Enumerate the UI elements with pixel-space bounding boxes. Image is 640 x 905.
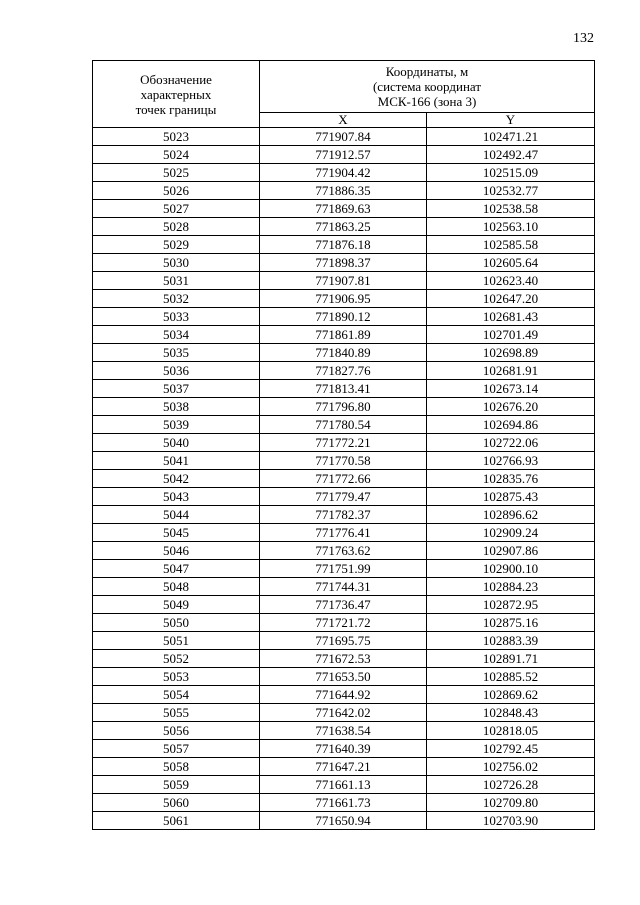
x-coordinate-cell: 771861.89 bbox=[260, 326, 427, 344]
y-coordinate-cell: 102875.16 bbox=[427, 614, 595, 632]
point-cell: 5054 bbox=[93, 686, 260, 704]
x-coordinate-cell: 771779.47 bbox=[260, 488, 427, 506]
table-row bbox=[93, 776, 595, 794]
x-coordinate-cell: 771772.21 bbox=[260, 434, 427, 452]
y-coordinate-cell: 102694.86 bbox=[427, 416, 595, 434]
x-coordinate-cell: 771642.02 bbox=[260, 704, 427, 722]
header-coordinates-line: Координаты, м bbox=[385, 64, 469, 79]
x-coordinate-cell: 771695.75 bbox=[260, 632, 427, 650]
table-row bbox=[93, 254, 595, 272]
x-coordinate-cell: 771907.81 bbox=[260, 272, 427, 290]
y-coordinate-cell: 102585.58 bbox=[427, 236, 595, 254]
y-coordinate-cell: 102848.43 bbox=[427, 704, 595, 722]
point-cell: 5035 bbox=[93, 344, 260, 362]
header-point-line: характерных bbox=[140, 86, 212, 102]
x-coordinate-cell: 771863.25 bbox=[260, 218, 427, 236]
point-cell: 5055 bbox=[93, 704, 260, 722]
y-coordinate-cell: 102792.45 bbox=[427, 740, 595, 758]
point-cell: 5059 bbox=[93, 776, 260, 794]
point-cell: 5043 bbox=[93, 488, 260, 506]
y-coordinate-cell: 102726.28 bbox=[427, 776, 595, 794]
table-row bbox=[93, 236, 595, 254]
table-row bbox=[93, 452, 595, 470]
y-coordinate-cell: 102907.86 bbox=[427, 542, 595, 560]
y-coordinate-cell: 102701.49 bbox=[427, 326, 595, 344]
table-row bbox=[93, 488, 595, 506]
x-coordinate-cell: 771813.41 bbox=[260, 380, 427, 398]
table-row bbox=[93, 470, 595, 488]
x-coordinate-cell: 771638.54 bbox=[260, 722, 427, 740]
table-row bbox=[93, 182, 595, 200]
point-cell: 5032 bbox=[93, 290, 260, 308]
x-coordinate-cell: 771721.72 bbox=[260, 614, 427, 632]
boundary-points-table bbox=[92, 60, 595, 830]
table-header bbox=[93, 61, 595, 128]
x-coordinate-cell: 771890.12 bbox=[260, 308, 427, 326]
table-row bbox=[93, 164, 595, 182]
x-coordinate-cell: 771640.39 bbox=[260, 740, 427, 758]
table-row bbox=[93, 380, 595, 398]
x-coordinate-cell: 771744.31 bbox=[260, 578, 427, 596]
y-coordinate-cell: 102492.47 bbox=[427, 146, 595, 164]
x-coordinate-cell: 771751.99 bbox=[260, 560, 427, 578]
page-number: 132 bbox=[573, 31, 594, 46]
y-coordinate-cell: 102703.90 bbox=[427, 812, 595, 830]
x-coordinate-cell: 771876.18 bbox=[260, 236, 427, 254]
x-coordinate-cell: 771827.76 bbox=[260, 362, 427, 380]
y-coordinate-cell: 102909.24 bbox=[427, 524, 595, 542]
table-row bbox=[93, 542, 595, 560]
table-row bbox=[93, 596, 595, 614]
x-coordinate-cell: 771898.37 bbox=[260, 254, 427, 272]
header-coordinates bbox=[260, 61, 595, 113]
point-cell: 5023 bbox=[93, 128, 260, 146]
point-cell: 5038 bbox=[93, 398, 260, 416]
point-cell: 5060 bbox=[93, 794, 260, 812]
header-y: Y bbox=[427, 113, 595, 128]
x-coordinate-cell: 771647.21 bbox=[260, 758, 427, 776]
x-coordinate-cell: 771772.66 bbox=[260, 470, 427, 488]
table-row bbox=[93, 434, 595, 452]
y-coordinate-cell: 102681.91 bbox=[427, 362, 595, 380]
point-cell: 5052 bbox=[93, 650, 260, 668]
y-coordinate-cell: 102647.20 bbox=[427, 290, 595, 308]
header-coordinates-line: МСК-166 (зона 3) bbox=[377, 94, 477, 109]
table-body bbox=[93, 128, 595, 830]
point-cell: 5024 bbox=[93, 146, 260, 164]
y-coordinate-cell: 102756.02 bbox=[427, 758, 595, 776]
point-cell: 5036 bbox=[93, 362, 260, 380]
x-coordinate-cell: 771736.47 bbox=[260, 596, 427, 614]
table-row bbox=[93, 146, 595, 164]
header-point-line: точек границы bbox=[135, 101, 217, 117]
y-coordinate-cell: 102835.76 bbox=[427, 470, 595, 488]
table-row bbox=[93, 506, 595, 524]
y-coordinate-cell: 102532.77 bbox=[427, 182, 595, 200]
header-coordinates-line: (система координат bbox=[372, 79, 482, 94]
y-coordinate-cell: 102818.05 bbox=[427, 722, 595, 740]
x-coordinate-cell: 771907.84 bbox=[260, 128, 427, 146]
table-row bbox=[93, 740, 595, 758]
y-coordinate-cell: 102515.09 bbox=[427, 164, 595, 182]
x-coordinate-cell: 771661.13 bbox=[260, 776, 427, 794]
table-row bbox=[93, 704, 595, 722]
y-coordinate-cell: 102872.95 bbox=[427, 596, 595, 614]
point-cell: 5045 bbox=[93, 524, 260, 542]
table-row bbox=[93, 668, 595, 686]
point-cell: 5031 bbox=[93, 272, 260, 290]
x-coordinate-cell: 771672.53 bbox=[260, 650, 427, 668]
y-coordinate-cell: 102885.52 bbox=[427, 668, 595, 686]
point-cell: 5056 bbox=[93, 722, 260, 740]
point-cell: 5048 bbox=[93, 578, 260, 596]
point-cell: 5027 bbox=[93, 200, 260, 218]
point-cell: 5040 bbox=[93, 434, 260, 452]
y-coordinate-cell: 102900.10 bbox=[427, 560, 595, 578]
point-cell: 5058 bbox=[93, 758, 260, 776]
table-row bbox=[93, 578, 595, 596]
table-row bbox=[93, 722, 595, 740]
y-coordinate-cell: 102896.62 bbox=[427, 506, 595, 524]
y-coordinate-cell: 102709.80 bbox=[427, 794, 595, 812]
x-coordinate-cell: 771653.50 bbox=[260, 668, 427, 686]
table-row bbox=[93, 272, 595, 290]
table-row bbox=[93, 416, 595, 434]
header-point-designation bbox=[93, 61, 260, 128]
x-coordinate-cell: 771869.63 bbox=[260, 200, 427, 218]
x-coordinate-cell: 771906.95 bbox=[260, 290, 427, 308]
x-coordinate-cell: 771796.80 bbox=[260, 398, 427, 416]
point-cell: 5025 bbox=[93, 164, 260, 182]
point-cell: 5034 bbox=[93, 326, 260, 344]
y-coordinate-cell: 102605.64 bbox=[427, 254, 595, 272]
point-cell: 5033 bbox=[93, 308, 260, 326]
point-cell: 5061 bbox=[93, 812, 260, 830]
table-row bbox=[93, 686, 595, 704]
x-coordinate-cell: 771644.92 bbox=[260, 686, 427, 704]
y-coordinate-cell: 102722.06 bbox=[427, 434, 595, 452]
y-coordinate-cell: 102673.14 bbox=[427, 380, 595, 398]
x-coordinate-cell: 771763.62 bbox=[260, 542, 427, 560]
point-cell: 5042 bbox=[93, 470, 260, 488]
table-row bbox=[93, 362, 595, 380]
table-row bbox=[93, 326, 595, 344]
y-coordinate-cell: 102681.43 bbox=[427, 308, 595, 326]
y-coordinate-cell: 102698.89 bbox=[427, 344, 595, 362]
y-coordinate-cell: 102869.62 bbox=[427, 686, 595, 704]
x-coordinate-cell: 771912.57 bbox=[260, 146, 427, 164]
point-cell: 5053 bbox=[93, 668, 260, 686]
table-row bbox=[93, 758, 595, 776]
point-cell: 5050 bbox=[93, 614, 260, 632]
point-cell: 5057 bbox=[93, 740, 260, 758]
point-cell: 5047 bbox=[93, 560, 260, 578]
x-coordinate-cell: 771780.54 bbox=[260, 416, 427, 434]
table-row bbox=[93, 398, 595, 416]
table-row bbox=[93, 344, 595, 362]
table-row bbox=[93, 650, 595, 668]
y-coordinate-cell: 102883.39 bbox=[427, 632, 595, 650]
x-coordinate-cell: 771650.94 bbox=[260, 812, 427, 830]
table-row bbox=[93, 812, 595, 830]
point-cell: 5046 bbox=[93, 542, 260, 560]
table-row bbox=[93, 308, 595, 326]
header-x: X bbox=[260, 113, 427, 128]
point-cell: 5041 bbox=[93, 452, 260, 470]
table-row bbox=[93, 632, 595, 650]
table-row bbox=[93, 128, 595, 146]
x-coordinate-cell: 771904.42 bbox=[260, 164, 427, 182]
x-coordinate-cell: 771770.58 bbox=[260, 452, 427, 470]
x-coordinate-cell: 771840.89 bbox=[260, 344, 427, 362]
x-coordinate-cell: 771776.41 bbox=[260, 524, 427, 542]
table-row bbox=[93, 290, 595, 308]
point-cell: 5051 bbox=[93, 632, 260, 650]
x-coordinate-cell: 771661.73 bbox=[260, 794, 427, 812]
table-row bbox=[93, 218, 595, 236]
y-coordinate-cell: 102766.93 bbox=[427, 452, 595, 470]
y-coordinate-cell: 102538.58 bbox=[427, 200, 595, 218]
y-coordinate-cell: 102471.21 bbox=[427, 128, 595, 146]
x-coordinate-cell: 771782.37 bbox=[260, 506, 427, 524]
y-coordinate-cell: 102884.23 bbox=[427, 578, 595, 596]
point-cell: 5030 bbox=[93, 254, 260, 272]
x-coordinate-cell: 771886.35 bbox=[260, 182, 427, 200]
point-cell: 5026 bbox=[93, 182, 260, 200]
table-row bbox=[93, 560, 595, 578]
point-cell: 5039 bbox=[93, 416, 260, 434]
y-coordinate-cell: 102676.20 bbox=[427, 398, 595, 416]
point-cell: 5037 bbox=[93, 380, 260, 398]
point-cell: 5029 bbox=[93, 236, 260, 254]
y-coordinate-cell: 102623.40 bbox=[427, 272, 595, 290]
header-row bbox=[93, 61, 595, 113]
point-cell: 5049 bbox=[93, 596, 260, 614]
point-cell: 5028 bbox=[93, 218, 260, 236]
table-row bbox=[93, 794, 595, 812]
point-cell: 5044 bbox=[93, 506, 260, 524]
header-point-line: Обозначение bbox=[140, 71, 212, 87]
table-row bbox=[93, 524, 595, 542]
y-coordinate-cell: 102891.71 bbox=[427, 650, 595, 668]
table-row bbox=[93, 614, 595, 632]
y-coordinate-cell: 102563.10 bbox=[427, 218, 595, 236]
table-row bbox=[93, 200, 595, 218]
y-coordinate-cell: 102875.43 bbox=[427, 488, 595, 506]
